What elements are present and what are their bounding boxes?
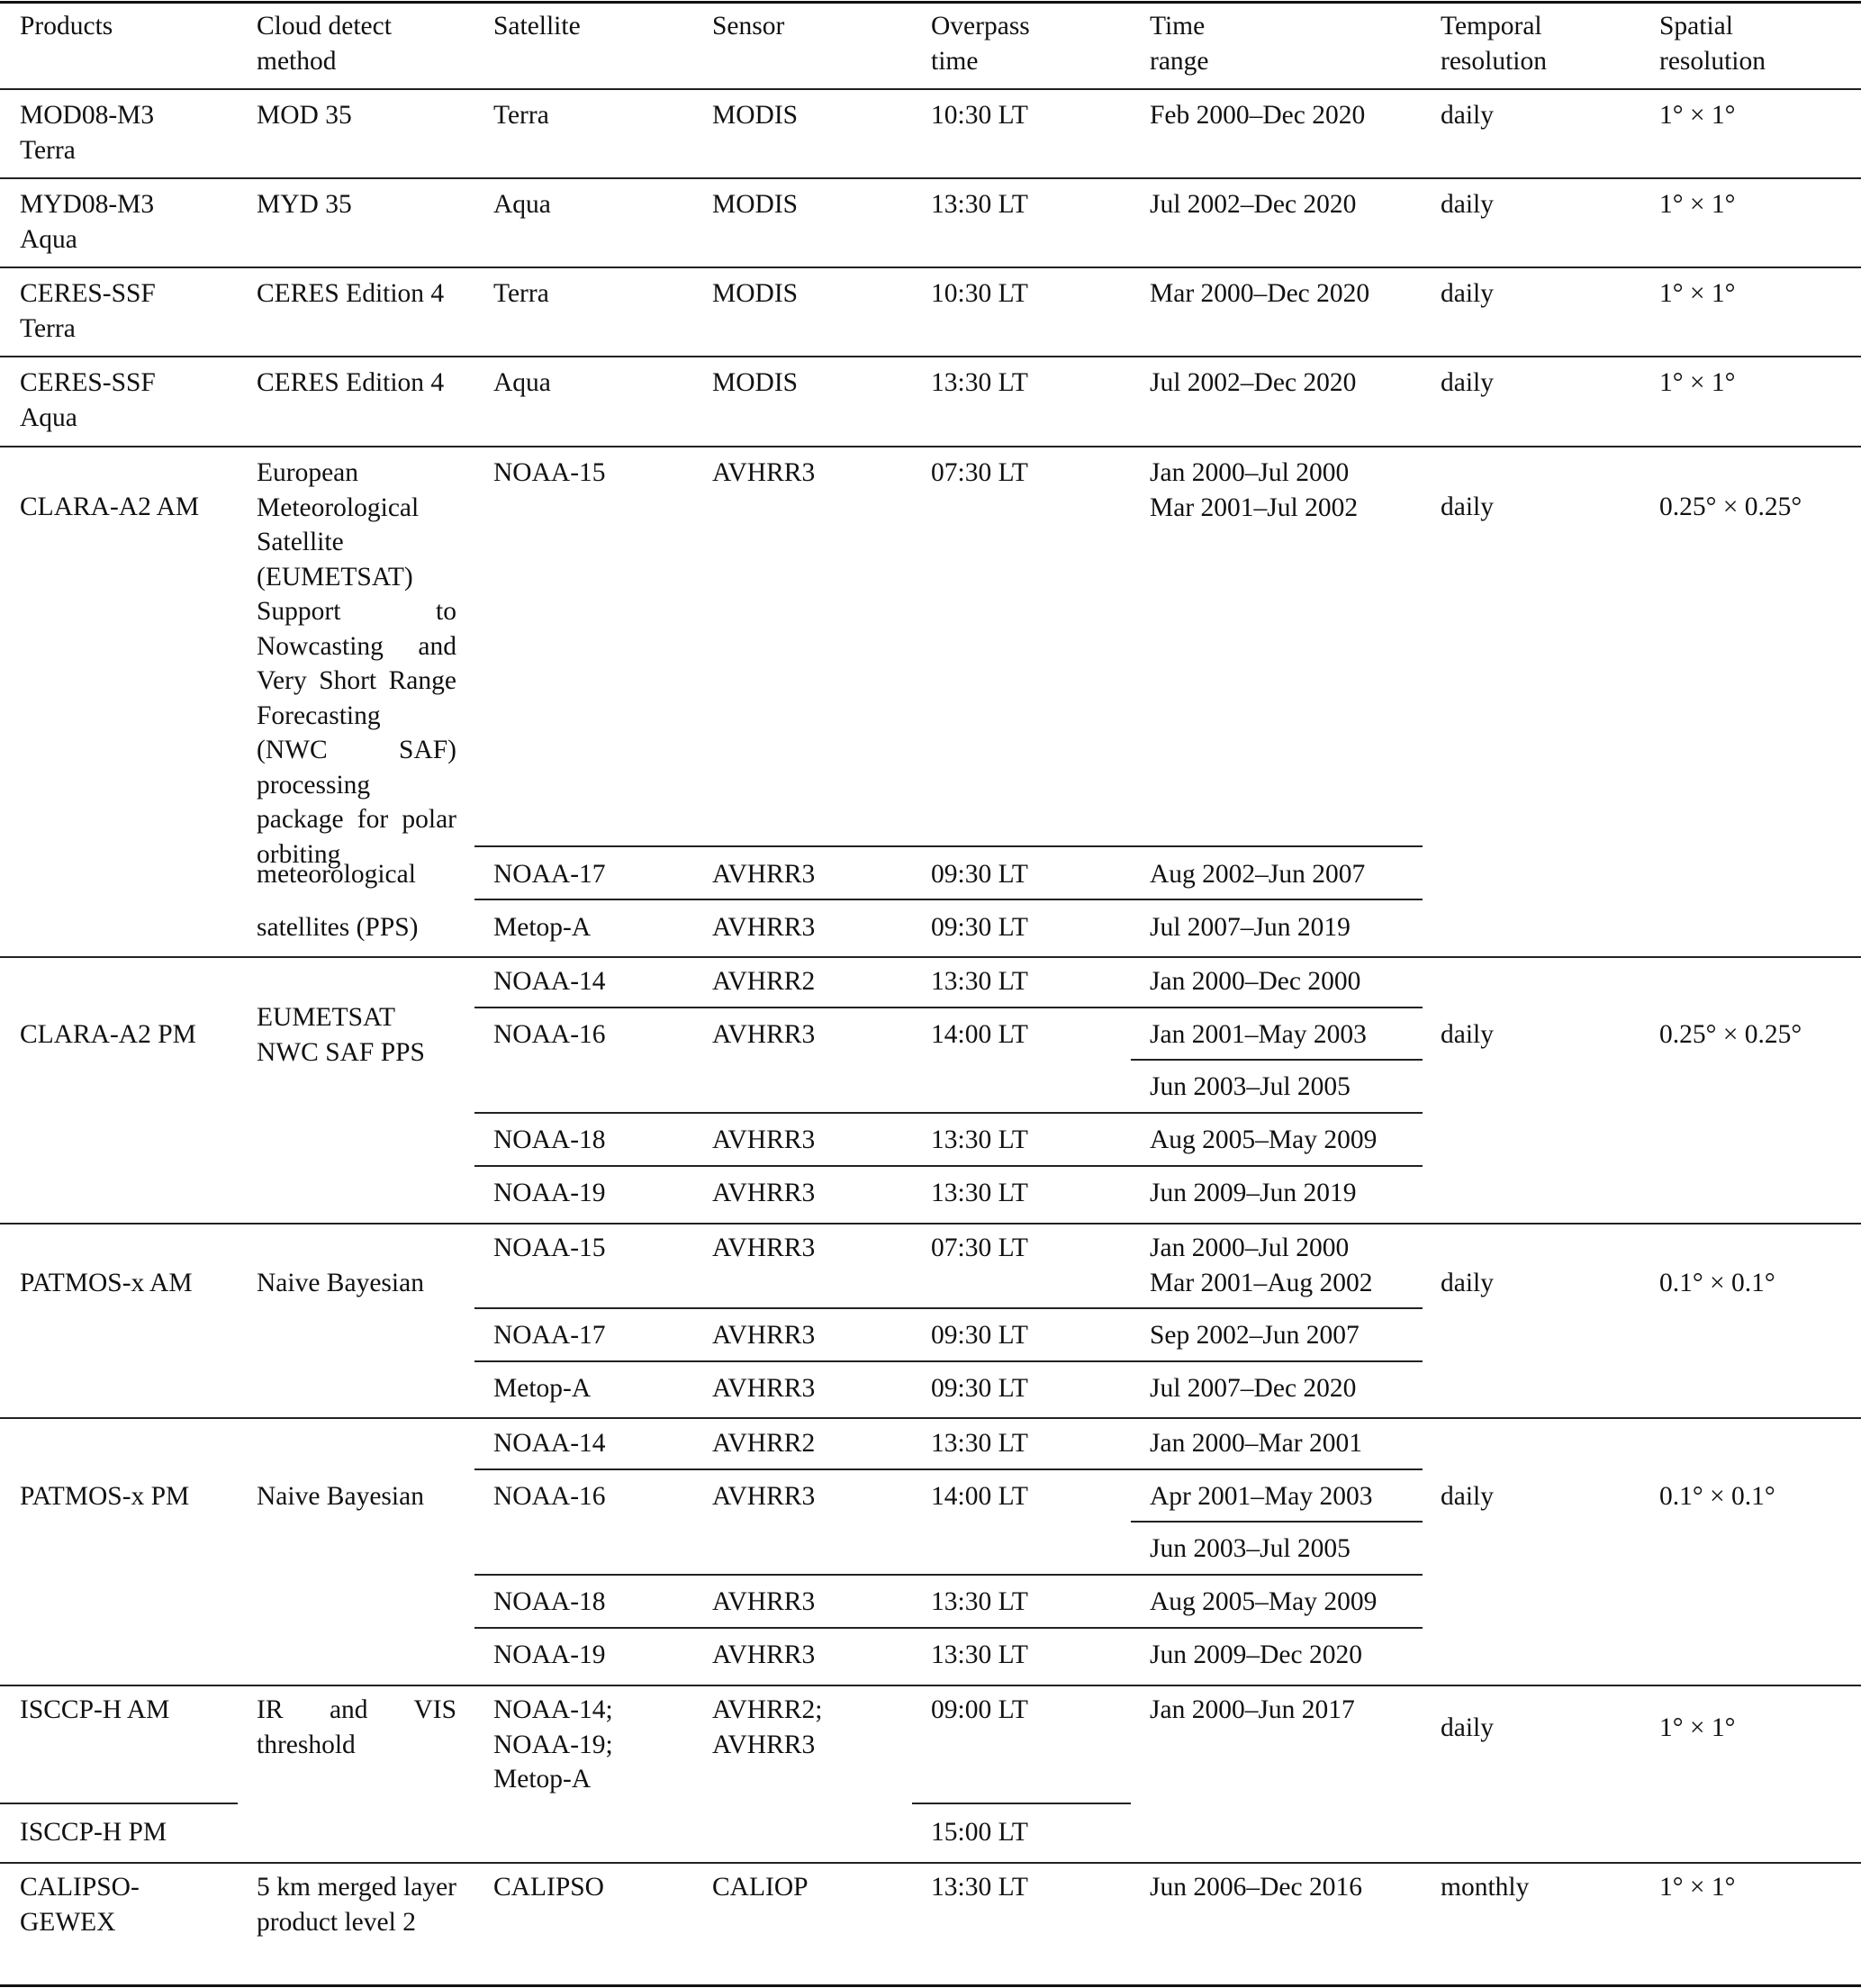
product-ceres-terra: CERES-SSF Terra [20,279,156,343]
rule-row [0,1862,1861,1864]
sensor-patmos-pm-1: AVHRR2 [712,1429,816,1458]
time-range-patmos-am-2: Sep 2002–Jun 2007 [1150,1321,1360,1350]
spatial-calipso: 1° × 1° [1659,1873,1736,1902]
time-range-patmos-pm-2b: Jun 2003–Jul 2005 [1150,1534,1351,1563]
method-clara-am: European Meteorological Satellite (EUMETSAT) Support to Nowcasting and Very Short Range Forecasting (NWC SAF) processing package for polar orbiting [257,458,456,869]
method-myd08: MYD 35 [257,190,352,219]
rule-row [0,1223,1861,1224]
method-ceres-aqua: CERES Edition 4 [257,368,445,397]
header-time-range: Time range [1150,12,1209,76]
rule-sub [474,1360,1423,1362]
time-range-patmos-pm-3: Aug 2005–May 2009 [1150,1587,1378,1616]
time-range-clara-am-1: Jan 2000–Jul 2000 Mar 2001–Jul 2002 [1150,458,1359,522]
product-myd08: MYD08-M3 Aqua [20,190,155,254]
rule-row [0,1685,1861,1686]
overpass-patmos-pm-4: 13:30 LT [931,1640,1028,1669]
satellite-clara-pm-3: NOAA-18 [493,1125,606,1154]
satellite-clara-pm-2: NOAA-16 [493,1020,606,1049]
method-calipso: 5 km merged layer product level 2 [257,1873,456,1937]
method-ceres-terra: CERES Edition 4 [257,279,445,308]
sensor-clara-pm-4: AVHRR3 [712,1179,816,1207]
overpass-calipso: 13:30 LT [931,1873,1028,1902]
satellite-clara-am-1: NOAA-15 [493,458,606,487]
sensor-clara-pm-1: AVHRR2 [712,967,816,996]
sensor-patmos-pm-4: AVHRR3 [712,1640,816,1669]
method-clara-am-cont1: meteorological [257,860,416,889]
spatial-patmos-am: 0.1° × 0.1° [1659,1269,1775,1297]
rule-row [0,1417,1861,1419]
temporal-ceres-terra: daily [1441,279,1494,308]
satellite-patmos-am-1: NOAA-15 [493,1233,606,1262]
sensor-patmos-am-3: AVHRR3 [712,1374,816,1403]
time-range-clara-pm-1: Jan 2000–Dec 2000 [1150,967,1361,996]
spatial-clara-am: 0.25° × 0.25° [1659,492,1802,521]
method-patmos-pm: Naive Bayesian [257,1482,424,1511]
rule-sub [912,1803,1131,1804]
time-range-patmos-pm-1: Jan 2000–Mar 2001 [1150,1429,1362,1458]
sensor-ceres-terra: MODIS [712,279,799,308]
rule-row [0,267,1861,268]
temporal-clara-pm: daily [1441,1020,1494,1049]
rule-bottom [0,1984,1861,1987]
product-ceres-aqua: CERES-SSF Aqua [20,368,156,432]
sensor-clara-am-2: AVHRR3 [712,860,816,889]
time-range-clara-am-3: Jul 2007–Jun 2019 [1150,913,1351,942]
temporal-isccp: daily [1441,1713,1494,1742]
method-isccp: IR and VIS threshold [257,1695,456,1759]
overpass-patmos-pm-1: 13:30 LT [931,1429,1028,1458]
overpass-isccp-pm: 15:00 LT [931,1818,1028,1847]
sensor-patmos-pm-2: AVHRR3 [712,1482,816,1511]
overpass-clara-pm-1: 13:30 LT [931,967,1028,996]
sensor-mod08: MODIS [712,101,799,130]
temporal-myd08: daily [1441,190,1494,219]
time-range-ceres-terra: Mar 2000–Dec 2020 [1150,279,1370,308]
product-clara-am: CLARA-A2 AM [20,492,200,521]
rule-sub [474,1112,1423,1114]
method-mod08: MOD 35 [257,101,352,130]
overpass-clara-pm-3: 13:30 LT [931,1125,1028,1154]
temporal-patmos-am: daily [1441,1269,1494,1297]
header-satellite: Satellite [493,12,581,41]
header-cloud-detect: Cloud detect method [257,12,392,76]
satellite-patmos-pm-4: NOAA-19 [493,1640,606,1669]
rule-sub [0,1803,238,1804]
spatial-isccp: 1° × 1° [1659,1713,1736,1742]
product-calipso: CALIPSO- GEWEX [20,1873,140,1937]
overpass-patmos-am-1: 07:30 LT [931,1233,1028,1262]
overpass-mod08: 10:30 LT [931,101,1028,130]
satellite-ceres-aqua: Aqua [493,368,551,397]
overpass-clara-pm-4: 13:30 LT [931,1179,1028,1207]
time-range-clara-pm-2b: Jun 2003–Jul 2005 [1150,1072,1351,1101]
rule-header [0,88,1861,90]
time-range-patmos-pm-4: Jun 2009–Dec 2020 [1150,1640,1362,1669]
satellite-patmos-am-2: NOAA-17 [493,1321,606,1350]
time-range-myd08: Jul 2002–Dec 2020 [1150,190,1357,219]
overpass-clara-am-3: 09:30 LT [931,913,1028,942]
overpass-clara-am-1: 07:30 LT [931,458,1028,487]
satellite-mod08: Terra [493,101,549,130]
product-mod08: MOD08-M3 Terra [20,101,155,165]
satellite-clara-pm-4: NOAA-19 [493,1179,606,1207]
time-range-isccp: Jan 2000–Jun 2017 [1150,1695,1355,1724]
overpass-ceres-terra: 10:30 LT [931,279,1028,308]
time-range-clara-pm-4: Jun 2009–Jun 2019 [1150,1179,1357,1207]
satellite-patmos-pm-3: NOAA-18 [493,1587,606,1616]
rule-sub [474,845,1423,847]
satellite-patmos-pm-2: NOAA-16 [493,1482,606,1511]
temporal-mod08: daily [1441,101,1494,130]
time-range-patmos-am-3: Jul 2007–Dec 2020 [1150,1374,1357,1403]
sensor-patmos-pm-3: AVHRR3 [712,1587,816,1616]
rule-row [0,956,1861,958]
sensor-ceres-aqua: MODIS [712,368,799,397]
method-patmos-am: Naive Bayesian [257,1269,424,1297]
spatial-myd08: 1° × 1° [1659,190,1736,219]
satellite-isccp: NOAA-14; NOAA-19; Metop-A [493,1695,613,1794]
time-range-mod08: Feb 2000–Dec 2020 [1150,101,1366,130]
time-range-calipso: Jun 2006–Dec 2016 [1150,1873,1362,1902]
overpass-patmos-pm-2: 14:00 LT [931,1482,1028,1511]
rule-sub [474,1307,1423,1309]
overpass-clara-pm-2: 14:00 LT [931,1020,1028,1049]
rule-top [0,1,1861,4]
time-range-clara-pm-2: Jan 2001–May 2003 [1150,1020,1367,1049]
sensor-clara-am-1: AVHRR3 [712,458,816,487]
header-temporal: Temporal resolution [1441,12,1547,76]
satellite-calipso: CALIPSO [493,1873,604,1902]
rule-sub [474,1468,1423,1470]
rule-sub [474,1627,1423,1629]
satellite-clara-am-2: NOAA-17 [493,860,606,889]
spatial-mod08: 1° × 1° [1659,101,1736,130]
rule-sub [474,899,1423,900]
overpass-myd08: 13:30 LT [931,190,1028,219]
time-range-clara-pm-3: Aug 2005–May 2009 [1150,1125,1378,1154]
method-clara-am-cont2: satellites (PPS) [257,913,419,942]
sensor-patmos-am-2: AVHRR3 [712,1321,816,1350]
header-spatial: Spatial resolution [1659,12,1766,76]
sensor-clara-pm-3: AVHRR3 [712,1125,816,1154]
temporal-patmos-pm: daily [1441,1482,1494,1511]
satellite-clara-pm-1: NOAA-14 [493,967,606,996]
overpass-patmos-pm-3: 13:30 LT [931,1587,1028,1616]
product-patmos-am: PATMOS-x AM [20,1269,193,1297]
product-isccp-pm: ISCCP-H PM [20,1818,167,1847]
temporal-calipso: monthly [1441,1873,1530,1902]
method-clara-pm: EUMETSAT NWC SAF PPS [257,1003,425,1067]
header-sensor: Sensor [712,12,785,41]
overpass-patmos-am-2: 09:30 LT [931,1321,1028,1350]
header-products: Products [20,12,113,41]
time-range-patmos-pm-2: Apr 2001–May 2003 [1150,1482,1373,1511]
sensor-myd08: MODIS [712,190,799,219]
rule-sub [474,1165,1423,1167]
overpass-patmos-am-3: 09:30 LT [931,1374,1028,1403]
overpass-isccp-am: 09:00 LT [931,1695,1028,1724]
satellite-patmos-pm-1: NOAA-14 [493,1429,606,1458]
rule-sub [1131,1059,1423,1061]
sensor-isccp: AVHRR2; AVHRR3 [712,1695,823,1759]
rule-row [0,356,1861,357]
satellite-ceres-terra: Terra [493,279,549,308]
spatial-patmos-pm: 0.1° × 0.1° [1659,1482,1775,1511]
satellite-patmos-am-3: Metop-A [493,1374,592,1403]
satellite-clara-am-3: Metop-A [493,913,592,942]
satellite-myd08: Aqua [493,190,551,219]
product-patmos-pm: PATMOS-x PM [20,1482,190,1511]
sensor-clara-am-3: AVHRR3 [712,913,816,942]
rule-row [0,177,1861,179]
overpass-clara-am-2: 09:30 LT [931,860,1028,889]
rule-sub [474,1574,1423,1576]
overpass-ceres-aqua: 13:30 LT [931,368,1028,397]
sensor-patmos-am-1: AVHRR3 [712,1233,816,1262]
rule-row [0,446,1861,447]
time-range-clara-am-2: Aug 2002–Jun 2007 [1150,860,1366,889]
time-range-patmos-am-1: Jan 2000–Jul 2000 Mar 2001–Aug 2002 [1150,1233,1373,1297]
sensor-clara-pm-2: AVHRR3 [712,1020,816,1049]
temporal-clara-am: daily [1441,492,1494,521]
product-clara-pm: CLARA-A2 PM [20,1020,196,1049]
rule-sub [474,1007,1423,1008]
spatial-clara-pm: 0.25° × 0.25° [1659,1020,1802,1049]
spatial-ceres-terra: 1° × 1° [1659,279,1736,308]
spatial-ceres-aqua: 1° × 1° [1659,368,1736,397]
product-isccp-am: ISCCP-H AM [20,1695,170,1724]
temporal-ceres-aqua: daily [1441,368,1494,397]
sensor-calipso: CALIOP [712,1873,809,1902]
header-overpass: Overpass time [931,12,1030,76]
rule-sub [1131,1521,1423,1523]
time-range-ceres-aqua: Jul 2002–Dec 2020 [1150,368,1357,397]
